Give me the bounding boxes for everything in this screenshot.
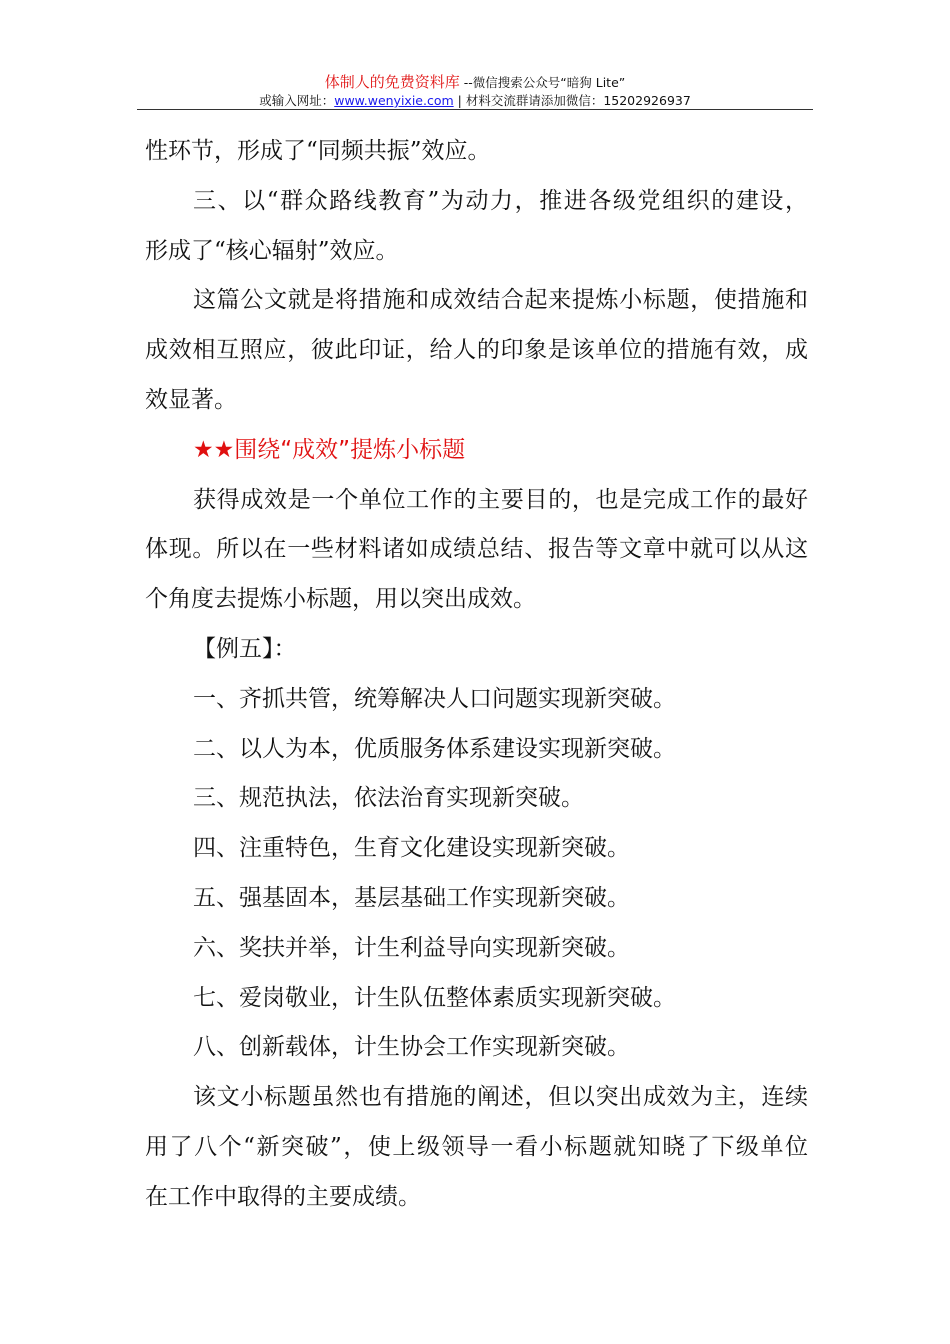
- header-brand: 体制人的免费资料库: [324, 73, 460, 91]
- header-divider: [137, 109, 813, 110]
- text-line: 获得成效是一个单位工作的主要目的，也是完成工作的最好: [193, 486, 808, 513]
- header-prefix: 或输入网址：: [259, 93, 335, 108]
- text-line: 形成了“核心辐射”效应。: [145, 237, 399, 264]
- text-line: 效显著。: [145, 386, 237, 413]
- example-label: 【例五】：: [193, 635, 297, 662]
- list-item: 四、注重特色，生育文化建设实现新突破。: [193, 835, 630, 862]
- header-line-1: [0, 71, 950, 92]
- header-url-link[interactable]: www.wenyixie.com: [334, 93, 454, 108]
- list-item: 七、爱岗敬业，计生队伍整体素质实现新突破。: [193, 984, 676, 1011]
- section-heading: ★★围绕“成效”提炼小标题: [193, 436, 466, 463]
- text-line: 用了八个“新突破”，使上级领导一看小标题就知晓了下级单位: [145, 1133, 808, 1160]
- text-line: 在工作中取得的主要成绩。: [145, 1183, 421, 1210]
- text-line: 这篇公文就是将措施和成效结合起来提炼小标题，使措施和: [193, 287, 808, 314]
- text-line: 三、以“群众路线教育”为动力，推进各级党组织的建设，: [193, 187, 808, 214]
- header-tagline: --微信搜索公众号“暗狗 Lite”: [459, 75, 626, 90]
- text-line: 性环节，形成了“同频共振”效应。: [145, 138, 491, 164]
- header-suffix: | 材料交流群请添加微信：15202926937: [453, 93, 691, 108]
- list-item: 五、强基固本，基层基础工作实现新突破。: [193, 884, 630, 911]
- list-item: 八、创新载体，计生协会工作实现新突破。: [193, 1034, 630, 1061]
- list-item: 六、奖扶并举，计生利益导向实现新突破。: [193, 934, 630, 961]
- text-line: 个角度去提炼小标题，用以突出成效。: [145, 586, 536, 613]
- list-item: 一、齐抓共管，统筹解决人口问题实现新突破。: [193, 685, 676, 712]
- document-body: [145, 133, 808, 1229]
- text-line: 该文小标题虽然也有措施的阐述，但以突出成效为主，连续: [193, 1084, 808, 1111]
- text-line: 成效相互照应，彼此印证，给人的印象是该单位的措施有效，成: [145, 337, 808, 364]
- header-line-2: [0, 91, 950, 109]
- list-item: 三、规范执法，依法治育实现新突破。: [193, 785, 584, 812]
- text-line: 体现。所以在一些材料诸如成绩总结、报告等文章中就可以从这: [145, 536, 808, 563]
- list-item: 二、以人为本，优质服务体系建设实现新突破。: [193, 735, 676, 762]
